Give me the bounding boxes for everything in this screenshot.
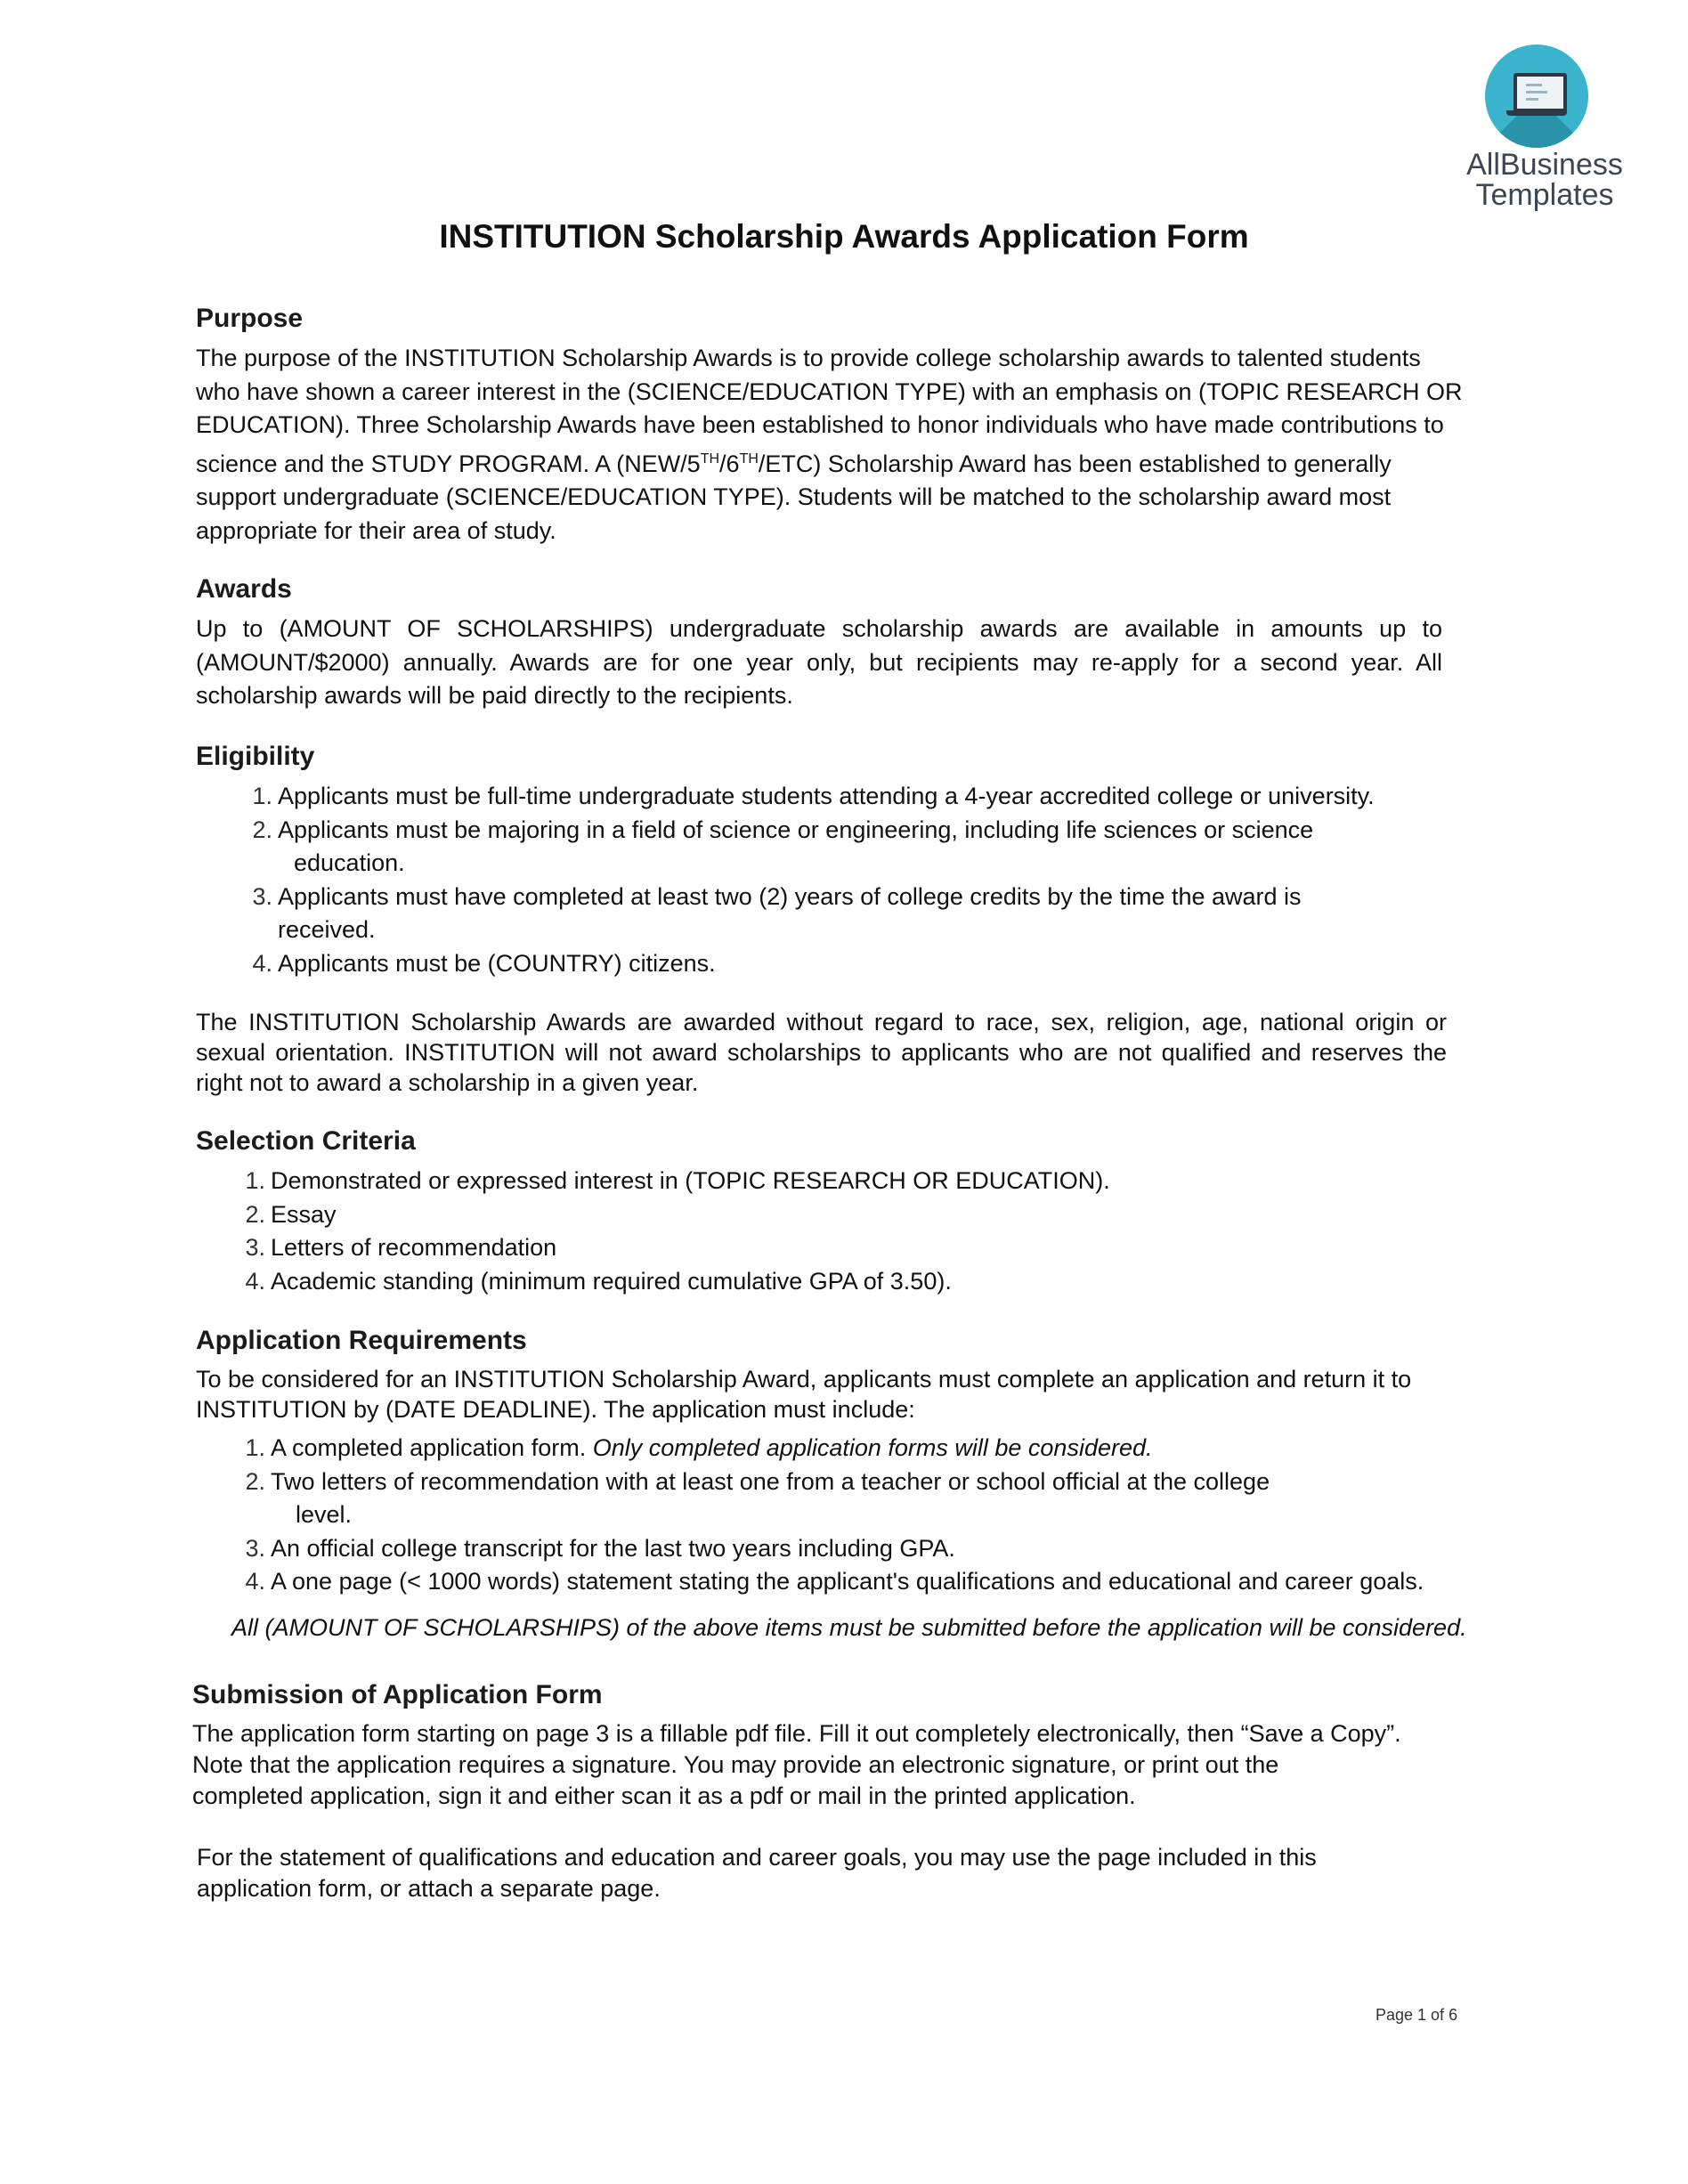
awards-text: Up to (AMOUNT OF SCHOLARSHIPS) undergraduate scholarship awards are available in amounts up to (AMOUNT/$2000) annually. Awards are for one year only, but recipients may re-apply for a second year. All scholarship awards will be paid directly to the recipients. bbox=[196, 615, 1442, 709]
eligibility-heading: Eligibility bbox=[196, 742, 315, 771]
page-number: Page 1 of 6 bbox=[1376, 2006, 1458, 2024]
purpose-line-1: The purpose of the INSTITUTION Scholarship Awards is to provide college scholarship awards to talented students bbox=[196, 345, 1421, 371]
requirements-note: All (AMOUNT OF SCHOLARSHIPS) of the above items must be submitted before the application will be considered. bbox=[231, 1613, 1467, 1641]
submission-section bbox=[192, 1677, 1474, 1904]
list-item: 3. Letters of recommendation bbox=[245, 1234, 557, 1261]
list-item: 4. Academic standing (minimum required cumulative GPA of 3.50). bbox=[245, 1267, 952, 1295]
submission-heading: Submission of Application Form bbox=[192, 1680, 603, 1709]
list-item: 1. Applicants must be full-time undergraduate students attending a 4-year accredited college or university. bbox=[252, 783, 1375, 809]
purpose-heading: Purpose bbox=[196, 304, 304, 333]
list-item: 2. Applicants must be majoring in a field of science or engineering, including life sciences or science education. bbox=[252, 816, 1314, 876]
eligibility-list bbox=[252, 780, 1478, 980]
allbusiness-templates-logo bbox=[1460, 45, 1629, 214]
purpose-line-6: appropriate for their area of study. bbox=[196, 516, 556, 544]
list-item: 3. An official college transcript for the last two years including GPA. bbox=[245, 1534, 955, 1562]
purpose-line-5: support undergraduate (SCIENCE/EDUCATION TYPE). Students will be matched to the scholarship award most bbox=[196, 483, 1392, 510]
list-item: 4. Applicants must be (COUNTRY) citizens. bbox=[252, 949, 716, 977]
list-item: 1. A completed application form. Only completed application forms will be considered. bbox=[245, 1434, 1153, 1461]
purpose-line-4: science and the STUDY PROGRAM. A (NEW/5TH/6TH/ETC) Scholarship Award has been established to generally bbox=[196, 450, 1392, 477]
list-item: 1. Demonstrated or expressed interest in (TOPIC RESEARCH OR EDUCATION). bbox=[245, 1167, 1110, 1194]
awards-heading: Awards bbox=[196, 574, 292, 604]
logo-circle bbox=[1485, 45, 1588, 148]
logo-line-2: Templates bbox=[1475, 178, 1614, 212]
submission-para2-line-2: application form, or attach a separate page. bbox=[197, 1875, 661, 1902]
eligibility-note: The INSTITUTION Scholarship Awards are awarded without regard to race, sex, religion, age, national origin or sexual orientation. INSTITUTION will not award scholarships to applicants who are not qualified and reserves the right not to award a scholarship in a given year. bbox=[196, 1009, 1447, 1096]
submission-line-3: completed application, sign it and either scan it as a pdf or mail in the printed application. bbox=[192, 1782, 1136, 1809]
selection-section bbox=[196, 1124, 1478, 1298]
list-item: 2. Two letters of recommendation with at least one from a teacher or school official at the college level. bbox=[245, 1467, 1270, 1528]
purpose-line-2: who have shown a career interest in the (SCIENCE/EDUCATION TYPE) with an emphasis on (TOPIC RESEARCH OR bbox=[196, 378, 1463, 405]
list-item: 4. A one page (< 1000 words) statement stating the applicant's qualifications and educational and career goals. bbox=[245, 1568, 1424, 1595]
requirements-intro-1: To be considered for an INSTITUTION Scholarship Award, applicants must complete an application and return it to bbox=[196, 1366, 1412, 1392]
requirements-heading: Application Requirements bbox=[196, 1326, 527, 1355]
laptop-base bbox=[1506, 110, 1567, 116]
requirements-list bbox=[245, 1432, 1478, 1599]
submission-line-1: The application form starting on page 3 is a fillable pdf file. Fill it out completely electronically, then “Save a Copy”. bbox=[192, 1720, 1401, 1747]
awards-section bbox=[196, 572, 1442, 713]
requirements-section bbox=[196, 1323, 1478, 1644]
document-title: INSTITUTION Scholarship Awards Application Form bbox=[439, 218, 1249, 255]
list-item: 3. Applicants must have completed at least two (2) years of college credits by the time the award is received. bbox=[252, 882, 1302, 943]
logo-text bbox=[1460, 150, 1629, 210]
requirements-intro-2: INSTITUTION by (DATE DEADLINE). The application must include: bbox=[196, 1396, 915, 1423]
selection-list bbox=[245, 1165, 1478, 1298]
list-item: 2. Essay bbox=[245, 1200, 337, 1228]
purpose-line-3: EDUCATION). Three Scholarship Awards have been established to honor individuals who have made contributions to bbox=[196, 411, 1444, 438]
submission-line-2: Note that the application requires a signature. You may provide an electronic signature, or print out the bbox=[192, 1751, 1279, 1778]
eligibility-section bbox=[196, 739, 1478, 1098]
submission-para2-line-1: For the statement of qualifications and education and career goals, you may use the page included in this bbox=[197, 1844, 1317, 1871]
purpose-section bbox=[196, 301, 1478, 548]
logo-line-1: AllBusiness bbox=[1466, 148, 1623, 182]
laptop-icon bbox=[1514, 73, 1567, 112]
selection-heading: Selection Criteria bbox=[196, 1126, 416, 1156]
